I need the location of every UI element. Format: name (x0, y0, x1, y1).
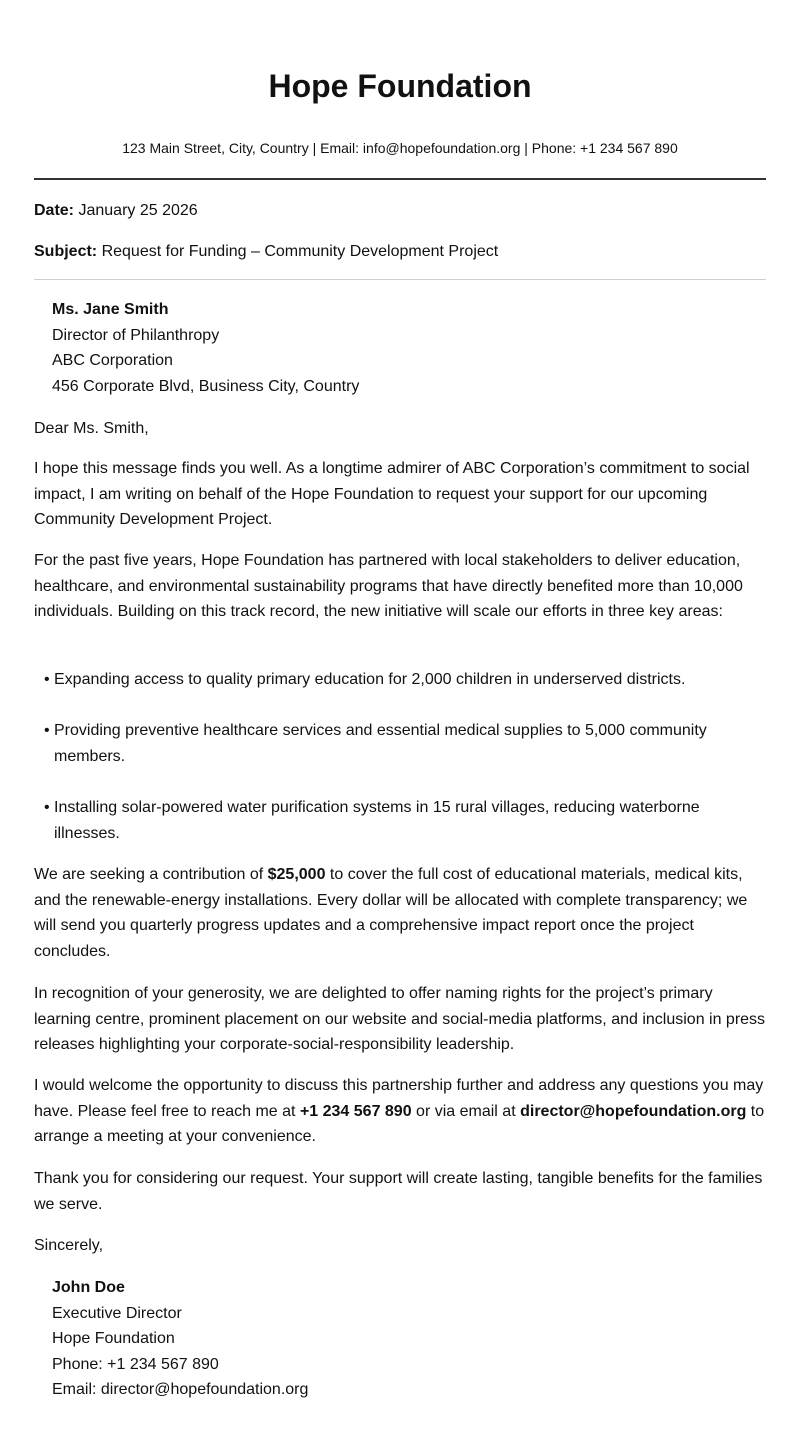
list-item (44, 667, 754, 693)
signer-organization: Hope Foundation (52, 1330, 175, 1347)
signer-phone: Phone: +1 234 567 890 (52, 1355, 219, 1373)
signer-email: Email: director@hopefoundation.org (52, 1381, 309, 1398)
contact-email: director@hopefoundation.org (520, 1102, 747, 1120)
funding-text-before: We are seeking a contribution of (34, 866, 268, 883)
letterhead-divider (34, 178, 766, 180)
subject-value: Request for Funding – Community Development Project (101, 243, 499, 260)
recipient-name: Ms. Jane Smith (52, 301, 169, 318)
bullet-marker: • (44, 722, 50, 739)
contact-text-before: I would welcome the opportunity to discuss this partnership further and address any questions you may have. Please feel free to reach me at (34, 1077, 764, 1120)
list-item-text: Providing preventive healthcare services and essential medical supplies to 5,000 community members. (54, 722, 707, 765)
paragraph-contact (34, 1073, 766, 1150)
paragraph-intro: I hope this message finds you well. As a longtime admirer of ABC Corporation’s commitment to social impact, I am writing on behalf of the Hope Foundation to request your support for our upcoming Community Development Project. (34, 460, 750, 529)
list-item-text: Expanding access to quality primary education for 2,000 children in underserved districts. (54, 671, 686, 688)
recipient-address-block (52, 297, 359, 399)
paragraph-background: For the past five years, Hope Foundation has partnered with local stakeholders to deliver education, healthcare, and environmental sustainability programs that have directly benefited more than 10,000 individuals. Building on this track record, the new initiative will scale our efforts in three key areas: (34, 552, 743, 621)
salutation: Dear Ms. Smith, (34, 420, 149, 437)
signature-block (52, 1275, 308, 1403)
signer-name: John Doe (52, 1279, 125, 1296)
bullet-marker: • (44, 799, 50, 816)
organization-name: Hope Foundation (268, 68, 532, 104)
closing: Sincerely, (34, 1237, 104, 1254)
contact-text-after: to arrange a meeting at your convenience. (34, 1102, 765, 1146)
contact-text-middle: or via email at (411, 1102, 521, 1120)
letterhead-contact-line: 123 Main Street, City, Country | Email: info@hopefoundation.org | Phone: +1 234 567 890 (122, 140, 678, 156)
funding-text-after: to cover the full cost of educational materials, medical kits, and the renewable-energy installations. Every dollar will be allocated with complete transparency; we will send you quarterly progress updates and a comprehensive impact report once the project concludes. (34, 866, 748, 960)
funding-amount: $25,000 (267, 866, 326, 883)
paragraph-recognition: In recognition of your generosity, we are delighted to offer naming rights for the project’s primary learning centre, prominent placement on our website and social-media platforms, and inclusion in press releases highlighting your corporate-social-responsibility leadership. (34, 985, 766, 1054)
list-item (44, 795, 754, 846)
recipient-title: Director of Philanthropy (52, 326, 220, 344)
signer-title: Executive Director (52, 1304, 182, 1322)
subject-divider (34, 279, 766, 280)
recipient-address: 456 Corporate Blvd, Business City, Country (52, 377, 360, 395)
paragraph-thanks: Thank you for considering our request. Your support will create lasting, tangible benefits for the families we serve. (34, 1170, 763, 1213)
recipient-company: ABC Corporation (52, 352, 173, 369)
subject-label: Subject: (34, 243, 98, 260)
date-label: Date: (34, 202, 75, 219)
list-item-text: Installing solar-powered water purification systems in 15 rural villages, reducing waterborne illnesses. (54, 799, 700, 842)
paragraph-funding-request (34, 862, 766, 964)
date-line (34, 201, 198, 221)
contact-phone: +1 234 567 890 (299, 1102, 412, 1120)
list-item (44, 718, 754, 769)
subject-line (34, 242, 498, 262)
bullet-marker: • (44, 671, 50, 688)
date-value: January 25 2026 (78, 202, 198, 219)
